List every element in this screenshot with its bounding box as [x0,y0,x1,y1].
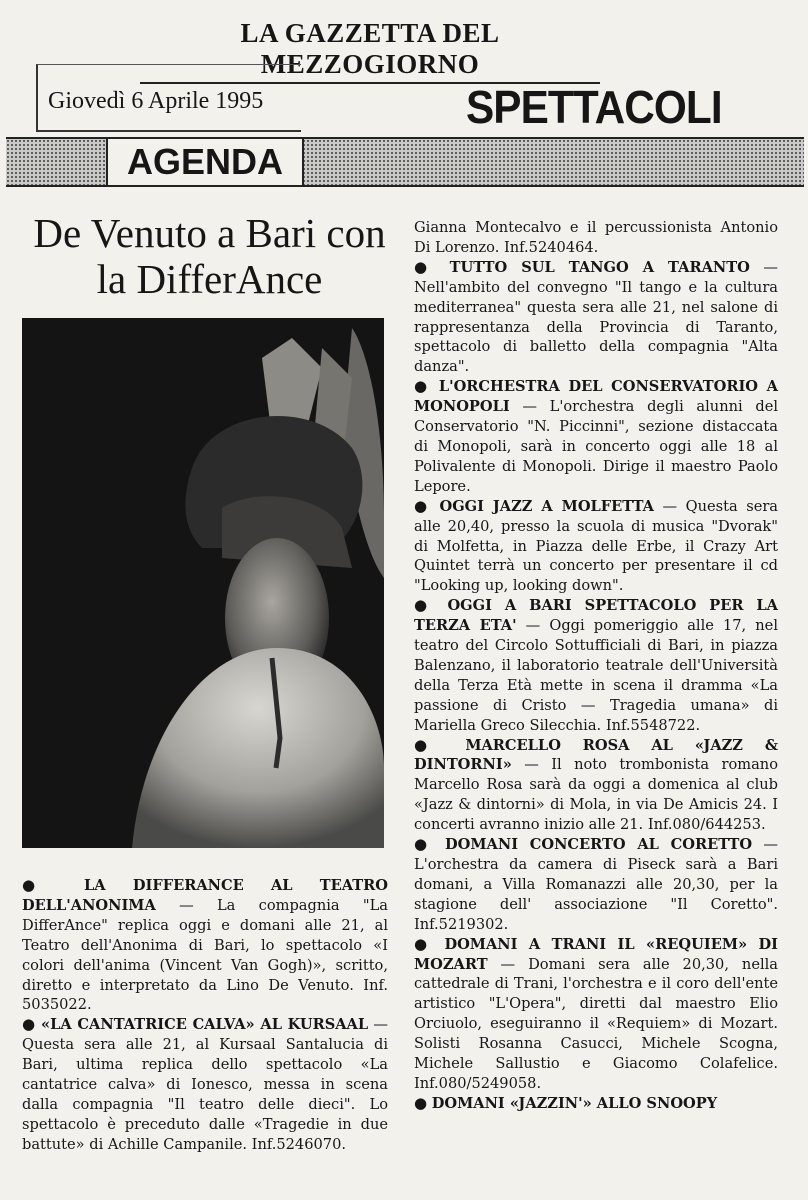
bullet-icon: ● [414,496,431,515]
bullet-icon: ● [414,257,437,276]
news-item [414,736,778,836]
news-item [414,596,778,735]
news-item [414,835,778,935]
news-item-body: — Domani sera alle 20,30, nella cattedrale di Trani, l'orchestra e il coro dell'ente artistico "L'Opera", diretti dal maestro Elio Orciuolo, eseguiranno il «Requiem» di Mozart. Solisti Rosanna Casucci, Michele Scogna, Michele Sallustio e Giacomo Colafelice. Inf.080/5249058. [414,955,778,1092]
bullet-icon: ● [414,596,435,615]
bullet-icon: ● [414,735,444,754]
news-item-title: OGGI JAZZ A MOLFETTA [439,497,655,515]
news-item-title: TUTTO SUL TANGO A TARANTO [449,258,750,276]
left-column [22,876,388,1155]
newspaper-masthead: LA GAZZETTA DEL MEZZOGIORNO [140,18,600,84]
performer-photo [22,318,384,848]
performer-photo-illustration [22,318,384,848]
news-item-body: — La compagnia "La DifferAnce" replica oggi e domani alle 21, al Teatro dell'Anonima di Bari, lo spettacolo «I colori dell'anima (Vincent Van Gogh)», scritto, diretto e interpretato da Lino De Venuto. Inf. 5035022. [22,896,388,1014]
news-item [22,1015,388,1154]
issue-date: Giovedì 6 Aprile 1995 [48,88,264,114]
news-item-title: DOMANI CONCERTO AL CORETTO [445,836,753,854]
news-item-body: — L'orchestra degli alunni del Conservatorio "N. Piccinni", sezione distaccata di Monopoli, sarà in concerto oggi alle 18 al Polivalente di Monopoli. Dirige il maestro Paolo Lepore. [414,398,778,495]
bullet-icon: ● [414,377,431,396]
news-item-title: DOMANI A TRANI IL «REQUIEM» DI MOZART [414,935,779,973]
news-item [414,258,778,377]
news-item [22,876,388,1015]
news-item-title: «LA CANTATRICE CALVA» AL KURSAAL [41,1016,369,1034]
news-item-body: — Questa sera alle 20,40, presso la scuola di musica "Dvorak" di Molfetta, in Piazza delle Erbe, il Crazy Art Quintet terrà un concerto per presentare il cd "Looking up, looking down". [414,497,779,595]
news-item-title: LA DIFFERANCE AL TEATRO DELL'ANONIMA [22,877,388,914]
bullet-icon: ● [414,835,434,854]
news-item [414,935,778,1094]
news-item-body: — L'orchestra da camera di Piseck sarà a Bari domani, a Villa Romanazzi alle 20,30, per la stagione dell' associazione "Il Coretto". Inf.5219302. [414,836,778,933]
news-item-body: — Il noto trombonista romano Marcello Rosa sarà da oggi a domenica al club «Jazz & dintorni» di Mola, in via De Amicis 24. I concerti avranno inizio alle 21. Inf.080/644253. [414,756,778,834]
news-item-body: — Questa sera alle 21, al Kursaal Santalucia di Bari, ultima replica dello spettacolo «La cantatrice calva» di Ionesco, messa in scena dalla compagnia "Il teatro delle dieci". Lo spettacolo è preceduto dalle «Tragedie in due battute» di Achille Campanile. Inf.5246070. [22,1016,389,1153]
news-item [414,497,778,597]
news-item-body: — Nell'ambito del convegno "Il tango e la cultura mediterranea" questa sera alle 21, nel salone di rappresentanza della Provincia di Taranto, spettacolo di balletto della compagnia "Alta danza". [414,258,779,376]
bullet-icon: ● [414,934,434,953]
agenda-label: AGENDA [106,139,304,185]
article-headline: De Venuto a Bari con la DifferAnce [33,210,386,302]
bullet-icon: ● [22,1015,36,1034]
bullet-icon: ● [22,876,58,894]
right-column [414,218,778,1114]
news-item [414,377,778,496]
news-item-body: — Oggi pomeriggio alle 17, nel teatro del Circolo Sottufficiali di Bari, in piazza Balenzano, il laboratorio teatrale dell'Università della Terza Età mette in scena il dramma «La passione di Cristo — Tragedia umana» di Mariella Greco Silecchia. Inf.5548722. [414,617,778,734]
bullet-icon: ● [414,1093,428,1112]
news-item [414,1094,778,1114]
news-item-title: L'ORCHESTRA DEL CONSERVATORIO A MONOPOLI [414,378,778,416]
news-item-title: DOMANI «JAZZIN'» ALLO SNOOPY [431,1094,718,1112]
news-item-title: OGGI A BARI SPETTACOLO PER LA TERZA ETA' [414,597,779,635]
news-item-title: MARCELLO ROSA AL «JAZZ & DINTORNI» [414,736,779,774]
section-title: SPETTACOLI [466,81,722,133]
continued-text: Gianna Montecalvo e il percussionista Antonio Di Lorenzo. Inf.5240464. [414,219,778,256]
